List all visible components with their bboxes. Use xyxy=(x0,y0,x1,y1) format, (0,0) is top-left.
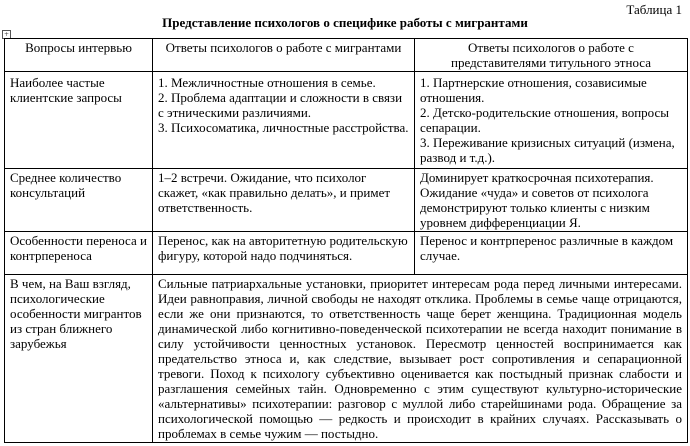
table-header-row xyxy=(5,39,688,72)
answer-line: Перенос, как на авторитетную родительскую фигуру, которой надо подчиняться. xyxy=(158,233,408,263)
answer-line: Перенос и контрперенос различные в каждом случае. xyxy=(420,233,674,263)
migrants-answer-cell xyxy=(153,232,415,275)
answer-line: 2. Детско-родительские отношения, вопросы сепарации. xyxy=(420,105,669,135)
answer-line: 2. Проблема адаптации и сложности в связи с этническими различиями. xyxy=(158,90,403,120)
migrants-answer-cell xyxy=(153,169,415,232)
answer-line: 1–2 встречи. Ожидание, что психолог скажет, «как правильно делать», и примет ответственность. xyxy=(158,170,391,215)
header-cell: Ответы психологов о работе с мигрантами xyxy=(153,39,415,72)
titular-answer-cell xyxy=(415,72,688,169)
answer-line: 3. Психосоматика, личностные расстройства. xyxy=(158,120,409,135)
table-caption: Таблица 1 xyxy=(626,2,682,17)
merged-answer-cell: Сильные патриархальные установки, приоритет интересам рода перед личными интересами. Идеи равноправия, личной свободы не находят отклика. Проблемы в семье чаще отрицаются, если же они признаются, то ответственность чаще берет женщина. Традиционная модель динамической либо когнитивно-поведенческой психотерапии не всегда находит понимание в силу устойчивости ценностных установок. Пересмотр ценностей воспринимается как предательство этноса и, как следствие, вызывает рост сопротивления и сепарационной тревоги. Поход к психологу субъективно оценивается как постыдный признак слабости и разглашения семейных тайн. Одновременно с этим существуют культурно-исторические «альтернативы» психотерапии: разговор с муллой либо старейшинами рода. Обращение за психологической помощью — редкость и происходит в крайних случаях. Рассказывать о проблемах в семье чужим — постыдно. xyxy=(153,275,688,443)
answer-line: Доминирует краткосрочная психотерапия. Ожидание «чуда» и советов от психолога демонстрируют только клиенты с низким уровнем дифференциации Я. xyxy=(420,170,654,230)
header-cell: Ответы психологов о работе с представителями титульного этноса xyxy=(415,39,688,72)
interview-table xyxy=(4,38,688,443)
answer-line: 3. Переживание кризисных ситуаций (измена, развод и т.д.). xyxy=(420,135,675,165)
question-cell: Наиболее частые клиентские запросы xyxy=(5,72,153,169)
answer-line: 1. Партнерские отношения, созависимые отношения. xyxy=(420,75,647,105)
table-row xyxy=(5,169,688,232)
table-title: Представление психологов о специфике работы с мигрантами xyxy=(162,15,528,30)
question-cell: Среднее количество консультаций xyxy=(5,169,153,232)
table-move-handle-icon[interactable]: + xyxy=(3,31,10,38)
table-row xyxy=(5,275,688,443)
question-cell: В чем, на Ваш взгляд, психологические особенности мигрантов из стран ближнего зарубежья xyxy=(5,275,153,443)
titular-answer-cell xyxy=(415,169,688,232)
table-row xyxy=(5,72,688,169)
table-row xyxy=(5,232,688,275)
question-cell: Особенности переноса и контрпереноса xyxy=(5,232,153,275)
header-cell: Вопросы интервью xyxy=(5,39,153,72)
answer-line: 1. Межличностные отношения в семье. xyxy=(158,75,376,90)
migrants-answer-cell xyxy=(153,72,415,169)
titular-answer-cell xyxy=(415,232,688,275)
